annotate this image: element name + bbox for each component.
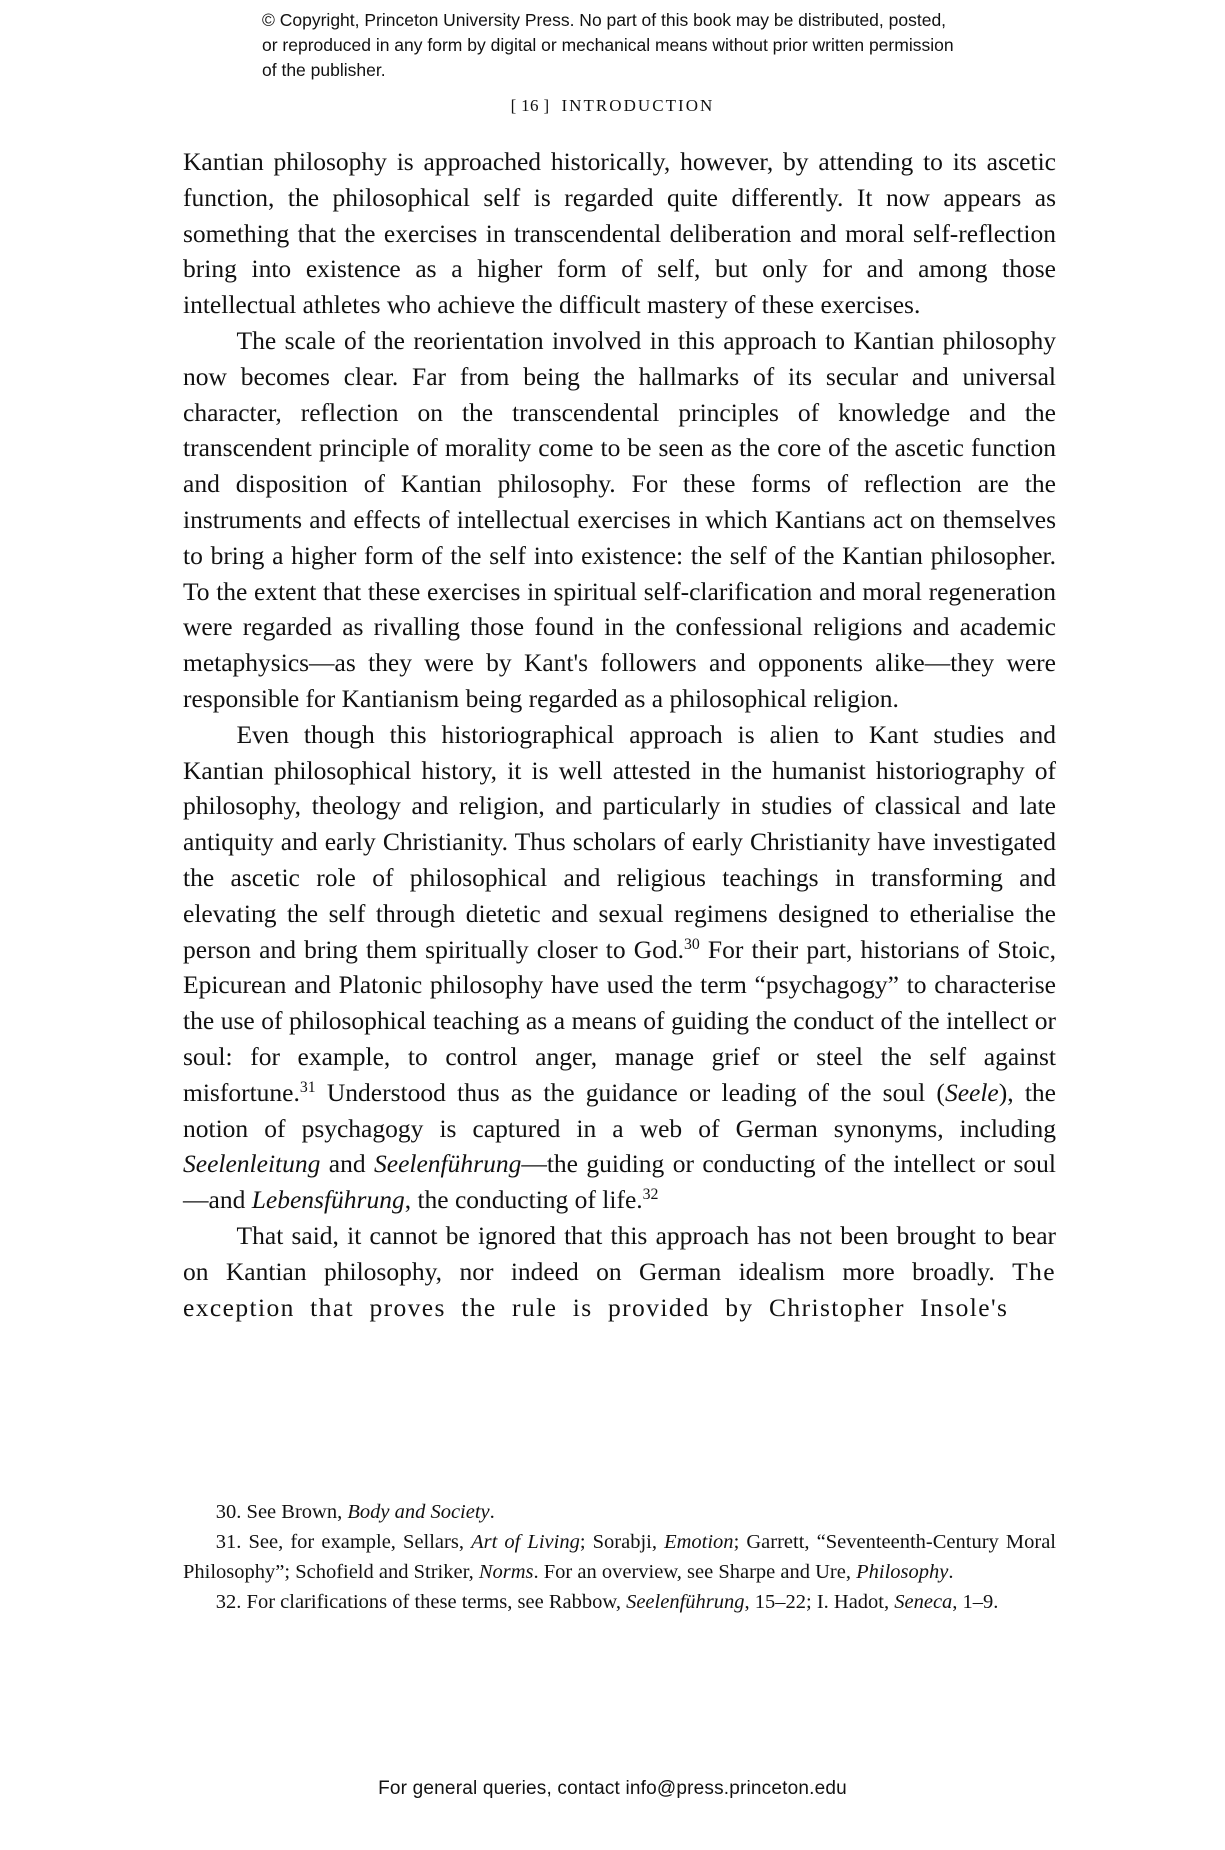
footnote-32-part-c: , 1–9.: [952, 1591, 999, 1613]
term-lebensfuehrung: Lebensführung: [251, 1185, 405, 1215]
footnote-31-part-a: 31. See, for example, Sellars,: [215, 1531, 472, 1553]
footnote-32-part-a: 32. For clarifications of these terms, see Rabbow,: [215, 1591, 627, 1613]
paragraph-3: [183, 717, 1056, 1218]
footnote-32-title-2: Seneca: [894, 1591, 953, 1613]
term-seelenfuehrung: Seelenführung: [374, 1149, 522, 1179]
footnote-32-title-1: Seelenführung: [626, 1591, 745, 1613]
footnote-ref-30: 30: [684, 935, 700, 953]
term-seelenleitung: Seelenleitung: [183, 1149, 321, 1179]
footnote-31-part-d: . For an overview, see Sharpe and Ure,: [533, 1561, 857, 1583]
footnote-32-part-b: , 15–22; I. Hadot,: [744, 1591, 895, 1613]
footnotes-block: [183, 1497, 1056, 1617]
paragraph-3-part-a: Even though this historiographical approach is alien to Kant studies and Kantian philosophical history, it is well attested in the humanist historiography of philosophy, theology and religion, and particularly in studies of classical and late antiquity and early Christianity. Thus scholars of early Christianity have investigated the ascetic role of philosophical and religious teachings in transforming and elevating the self through dietetic and sexual regimens designed to etherialise the person and bring them spiritually closer to God.: [183, 719, 1056, 964]
footnote-31: [183, 1527, 1056, 1587]
paragraph-3-part-d: ), the notion of psychagogy is captured in a web of German synonyms, including: [183, 1077, 1056, 1143]
paragraph-3-part-f: —the guiding or conducting of the intellect or soul—and: [183, 1149, 1056, 1215]
paragraph-3-part-e: and: [320, 1149, 375, 1179]
footer-query-note: For general queries, contact info@press.princeton.edu: [378, 1778, 847, 1799]
term-seele: Seele: [944, 1077, 999, 1107]
footnote-31-part-e: .: [948, 1561, 954, 1583]
footnote-30-end: .: [489, 1501, 495, 1523]
paragraph-4-part-a: That said, it cannot be ignored that this approach has not been brought to bear on Kantian philosophy, nor indeed on German idealism more broadly.: [183, 1220, 1056, 1286]
footnote-31-title-1: Art of Living: [471, 1531, 580, 1553]
footnote-32: [183, 1587, 1056, 1617]
running-head: [0, 96, 1225, 116]
paragraph-2: The scale of the reorientation involved in this approach to Kantian philosophy now becomes clear. Far from being the hallmarks of its secular and universal character, reflection on the transcendental principles of knowledge and the transcendent principle of morality come to be seen as the core of the ascetic function and disposition of Kantian philosophy. For these forms of reflection are the instruments and effects of intellectual exercises in which Kantians act on themselves to bring a higher form of the self into existence: the self of the Kantian philosopher. To the extent that these exercises in spiritual self-clarification and moral regeneration were regarded as rivalling those found in the confessional religions and academic metaphysics—as they were by Kant's followers and opponents alike—they were responsible for Kantianism being regarded as a philosophical religion.: [183, 325, 1056, 713]
footnote-30-title: Body and Society: [347, 1501, 490, 1523]
section-label: INTRODUCTION: [561, 96, 715, 115]
footnote-30-text: 30. See Brown,: [215, 1501, 348, 1523]
footnote-31-title-2: Emotion: [664, 1531, 734, 1553]
footnote-31-part-c: ; Garrett, “Seventeenth-Century Moral Philosophy”; Schofield and Striker,: [183, 1531, 1057, 1583]
footnote-30: [183, 1497, 1056, 1527]
paragraph-3-part-b: For their part, historians of Stoic, Epicurean and Platonic philosophy have used the term “psychagogy” to characterise the use of philosophical teaching as a means of guiding the conduct of the intellect or soul: for example, to control anger, manage grief or steel the self against misfortune.: [183, 934, 1056, 1107]
paragraph-4: [183, 1218, 1056, 1325]
footnote-31-part-b: ; Sorabji,: [579, 1531, 665, 1553]
paragraph-3-part-c: Understood thus as the guidance or leading of the soul (: [315, 1077, 945, 1107]
paragraph-3-part-g: , the conducting of life.: [404, 1185, 643, 1215]
body-text: [183, 144, 1056, 1325]
footnote-ref-31: 31: [299, 1078, 316, 1096]
page-number: [ 16 ]: [510, 96, 550, 115]
footnote-ref-32: 32: [642, 1185, 659, 1203]
paragraph-1: Kantian philosophy is approached historically, however, by attending to its ascetic function, the philosophical self is regarded quite differently. It now appears as something that the exercises in transcendental deliberation and moral self-reflection bring into existence as a higher form of self, but only for and among those intellectual athletes who achieve the difficult mastery of these exercises.: [183, 147, 1056, 320]
copyright-notice: © Copyright, Princeton University Press. No part of this book may be distributed, posted, or reproduced in any form by digital or mechanical means without prior written permission of the publisher.: [262, 10, 954, 80]
footnote-31-title-4: Philosophy: [856, 1561, 949, 1583]
footnote-31-title-3: Norms: [478, 1561, 534, 1583]
paragraph-4-part-b: The exception that proves the rule is provided by Christopher Insole's: [183, 1256, 1056, 1322]
